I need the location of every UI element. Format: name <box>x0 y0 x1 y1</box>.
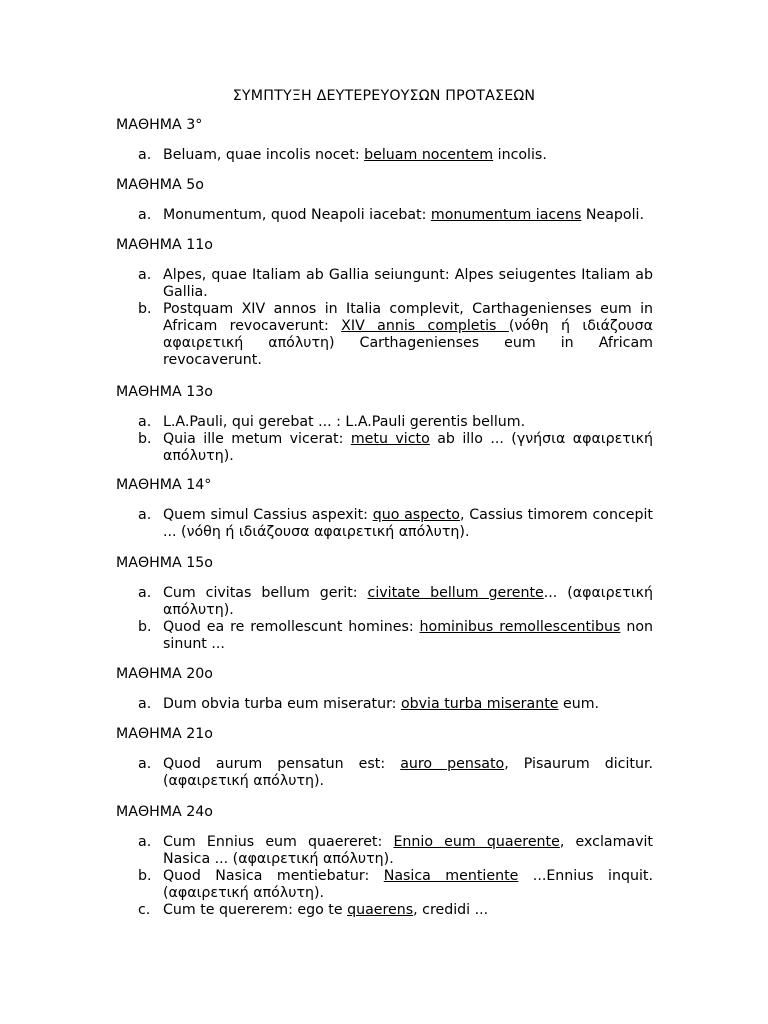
list-item <box>116 696 653 713</box>
underlined-participle: beluam nocentem <box>364 147 494 163</box>
list-marker: b. <box>138 431 152 447</box>
lesson-heading: ΜΑΘΗΜΑ 5ο <box>116 177 204 193</box>
lesson-heading: ΜΑΘΗΜΑ 11ο <box>116 237 213 253</box>
sentence-text: Cum civitas bellum gerit: <box>163 585 368 601</box>
sentence-list <box>116 756 653 790</box>
list-marker: a. <box>138 834 152 850</box>
sentence-text: Dum obvia turba eum miseratur: <box>163 696 401 712</box>
list-marker: a. <box>138 756 152 772</box>
sentence-text: Quia ille metum vicerat: <box>163 431 351 447</box>
list-item <box>116 147 653 164</box>
sentence-text: Quod ea re remollescunt homines: <box>163 619 420 635</box>
list-marker: a. <box>138 696 152 712</box>
underlined-participle: auro pensato <box>400 756 505 772</box>
underlined-participle: XIV annis completis <box>341 318 509 334</box>
list-marker: c. <box>138 902 151 918</box>
sentence-text: ... (αφαιρετική απόλυτη). <box>163 585 653 618</box>
lesson-heading: ΜΑΘΗΜΑ 24ο <box>116 804 213 820</box>
sentence-list <box>116 207 653 224</box>
list-marker: b. <box>138 301 152 317</box>
sentence-list <box>116 696 653 713</box>
sentence-text: , credidi ... <box>413 902 489 918</box>
sentence-text: , exclamavit Nasica ... (αφαιρετική απόλυτη). <box>163 834 653 867</box>
sentence-text: Cum te quererem: ego te <box>163 902 348 918</box>
list-marker: a. <box>138 147 152 163</box>
list-item <box>116 207 653 224</box>
list-marker: a. <box>138 507 152 523</box>
underlined-participle: obvia turba miserante <box>400 696 559 712</box>
sentence-text: Alpes, quae Italiam ab Gallia seiungunt: Alpes seiugentes Italiam ab Gallia. <box>163 267 653 300</box>
sentence-text: Quod Nasica mentiebatur: <box>163 868 384 884</box>
document-title: ΣΥΜΠΤΥΞΗ ΔΕΥΤΕΡΕΥΟΥΣΩΝ ΠΡΟΤΑΣΕΩΝ <box>232 88 536 104</box>
sentence-text: ab illo ... (γνήσια αφαιρετική απόλυτη). <box>163 431 653 464</box>
list-item <box>116 301 653 369</box>
sentence-list <box>116 507 653 541</box>
list-item <box>116 619 653 653</box>
sentence-text: Beluam, quae incolis nocet: <box>163 147 365 163</box>
list-item <box>116 902 653 919</box>
sentence-text: L.A.Pauli, qui gerebat ... : L.A.Pauli gerentis bellum. <box>163 414 526 430</box>
list-item <box>116 431 653 465</box>
list-item <box>116 585 653 619</box>
sentence-list <box>116 834 653 919</box>
sentence-list <box>116 585 653 653</box>
list-marker: a. <box>138 267 152 283</box>
sentence-text: Postquam XIV annos in Italia complevit, Carthagenienses eum in Africam revocaverunt: <box>163 301 653 334</box>
sentence-text: , Pisaurum dicitur. (αφαιρετική απόλυτη). <box>163 756 653 789</box>
sentence-list <box>116 147 653 164</box>
list-item <box>116 756 653 790</box>
sentence-list <box>116 414 653 465</box>
sentence-text: incolis. <box>493 147 547 163</box>
underlined-participle: metu victo <box>350 431 430 447</box>
sentence-text: Monumentum, quod Neapoli iacebat: <box>163 207 431 223</box>
sentence-text: , Cassius timorem concepit ... (νόθη ή ιδιάζουσα αφαιρετική απόλυτη). <box>163 507 653 540</box>
lesson-heading: ΜΑΘΗΜΑ 14° <box>116 477 212 493</box>
list-item <box>116 507 653 541</box>
sentence-text: Quod aurum pensatun est: <box>163 756 401 772</box>
sentence-text: ...Ennius inquit. (αφαιρετική απόλυτη). <box>163 868 653 901</box>
list-item <box>116 267 653 301</box>
sentence-text: Neapoli. <box>581 207 644 223</box>
sentence-text: Quem simul Cassius aspexit: <box>163 507 373 523</box>
list-item <box>116 868 653 902</box>
list-marker: b. <box>138 619 152 635</box>
underlined-participle: Nasica mentiente <box>383 868 519 884</box>
list-marker: b. <box>138 868 152 884</box>
sentence-text: Cum Ennius eum quaereret: <box>163 834 394 850</box>
underlined-participle: civitate bellum gerente <box>367 585 544 601</box>
list-marker: a. <box>138 585 152 601</box>
lesson-heading: ΜΑΘΗΜΑ 15ο <box>116 555 213 571</box>
list-item <box>116 834 653 868</box>
sentence-text: eum. <box>558 696 600 712</box>
sentence-text: (νόθη ή ιδιάζουσα αφαιρετική απόλυτη) Carthagenienses eum in Africam revocaverunt. <box>163 318 653 368</box>
lesson-heading: ΜΑΘΗΜΑ 20ο <box>116 666 213 682</box>
underlined-participle: monumentum iacens <box>430 207 582 223</box>
sentence-text: non sinunt ... <box>163 619 653 652</box>
lesson-heading: ΜΑΘΗΜΑ 13ο <box>116 384 213 400</box>
underlined-participle: quaerens <box>347 902 414 918</box>
lesson-heading: ΜΑΘΗΜΑ 3° <box>116 117 203 133</box>
underlined-participle: hominibus remollescentibus <box>419 619 621 635</box>
list-marker: a. <box>138 414 152 430</box>
list-item <box>116 414 653 431</box>
sentence-list <box>116 267 653 369</box>
list-marker: a. <box>138 207 152 223</box>
underlined-participle: Ennio eum quaerente <box>393 834 560 850</box>
underlined-participle: quo aspecto <box>372 507 460 523</box>
lesson-heading: ΜΑΘΗΜΑ 21ο <box>116 726 213 742</box>
